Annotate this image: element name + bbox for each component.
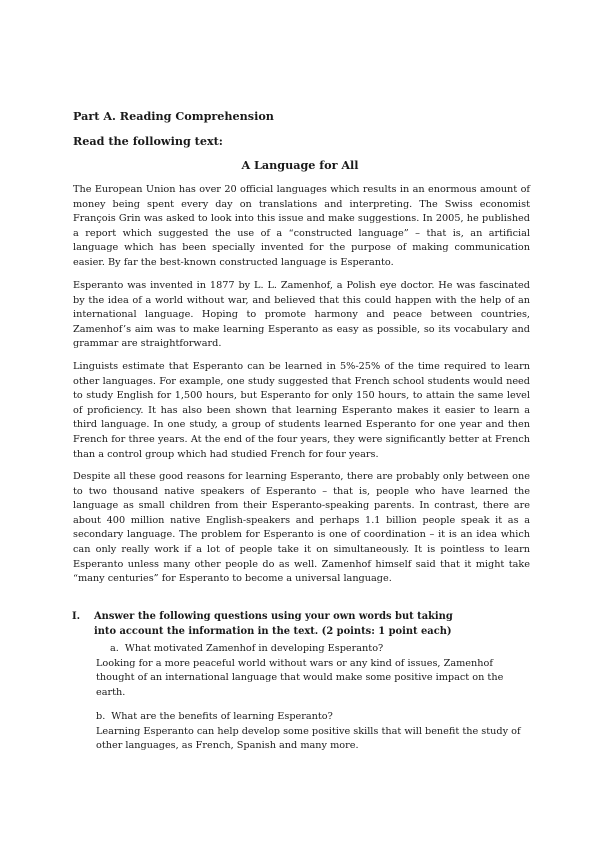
question-a (96, 642, 532, 700)
section-instruction: Answer the following questions using your own words but taking into account the information in the text. (2 points: 1 point each) (94, 611, 453, 637)
question-a-label: a. (110, 643, 119, 654)
instruction-heading: Read the following text: (73, 134, 223, 148)
question-a-text: What motivated Zamenhof in developing Esperanto? (124, 643, 384, 654)
question-b-text: What are the benefits of learning Esperanto? (111, 711, 333, 722)
paragraph-1: The European Union has over 20 official languages which results in an enormous amount of money being spent every day on translations and interpreting. The Swiss economist François Grin was asked to look into this issue and make suggestions. In 2005, he published a report which suggested the use of a “constructed language” – that is, an artificial language which has been specially invented for the purpose of making communication easier. By far the best-known constructed language is Esperanto. (73, 184, 530, 268)
text-title: A Language for All (241, 158, 359, 172)
paragraph-3: Linguists estimate that Esperanto can be learned in 5%-25% of the time required to learn other languages. For example, one study suggested that French school students would need to study English for 1,500 hours, but Esperanto for only 150 hours, to attain the same level of proficiency. It has also been shown that learning Esperanto makes it easier to learn a third language. In one study, a group of students learned Esperanto for one year and then French for three years. At the end of the four years, they were significantly better at French than a control group which had studied French for four years. (73, 361, 530, 460)
question-b-label: b. (96, 711, 106, 722)
paragraph-2: Esperanto was invented in 1877 by L. L. Zamenhof, a Polish eye doctor. He was fascinated by the idea of a world without war, and believed that this could happen with the help of an international language. Hoping to promote harmony and peace between countries, Zamenhof’s aim was to make learning Esperanto as easy as possible, so its vocabulary and grammar are straightforward. (73, 280, 530, 350)
question-a-answer: Looking for a more peaceful world without wars or any kind of issues, Zamenhof thought of an international language that would make some positive impact on the earth. (96, 657, 504, 698)
question-b-prompt (96, 710, 532, 725)
part-heading: Part A. Reading Comprehension (73, 109, 274, 123)
paragraph-4: Despite all these good reasons for learning Esperanto, there are probably only between one to two thousand native speakers of Esperanto – that is, people who have learned the language as small children from their Esperanto-speaking parents. In contrast, there are about 400 million native English-speakers and perhaps 1.1 billion people speak it as a secondary language. The problem for Esperanto is one of coordination – it is an idea which can only really work if a lot of people take it on simultaneously. It is pointless to learn Esperanto unless many other people do as well. Zamenhof himself said that it might take “many centuries” for Esperanto to become a universal language. (73, 471, 530, 585)
question-b (96, 710, 532, 754)
question-a-prompt (96, 642, 532, 657)
question-b-answer: Learning Esperanto can help develop some positive skills that will benefit the study of other languages, as French, Spanish and many more. (96, 725, 521, 752)
section-number: I. (72, 611, 81, 622)
